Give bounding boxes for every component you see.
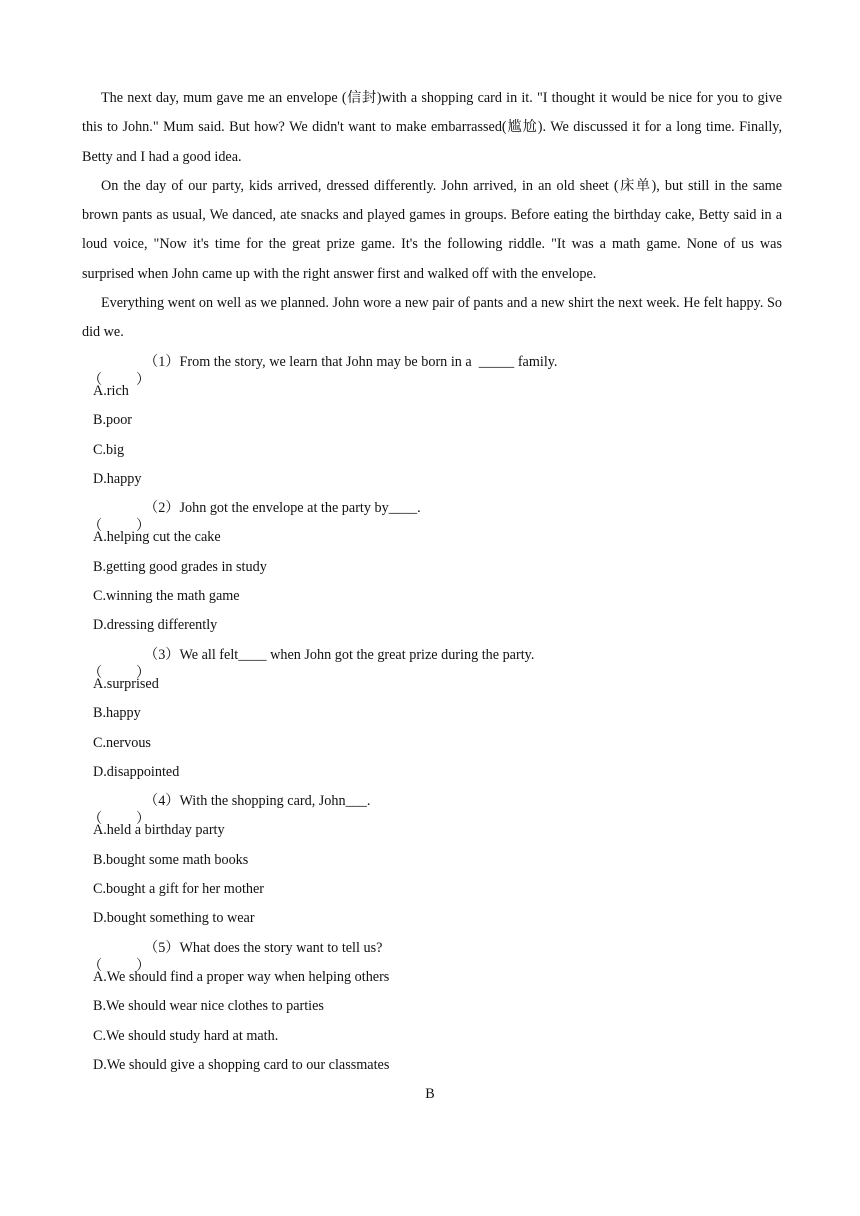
question-block xyxy=(82,934,782,1080)
option-a: A.helping cut the cake xyxy=(93,529,221,546)
option-c: C.big xyxy=(93,441,125,458)
question-line: （ ） （1）From the story, we learn that John may be born in a _____ family. xyxy=(88,353,558,388)
question-text: What does the story want to tell us? xyxy=(179,939,383,956)
passage-paragraph-1: The next day, mum gave me an envelope (信封)with a shopping card in it. "I thought it would be nice for you to give this to John." Mum said. But how? We didn't want to make embarrassed(尴尬). We discussed it for a long time. Finally, Betty and I had a good idea. xyxy=(82,90,782,165)
question-block xyxy=(82,494,782,640)
question-text: With the shopping card, John___. xyxy=(179,793,371,810)
option-b: B.poor xyxy=(93,412,133,429)
question-block xyxy=(82,348,782,494)
document-page xyxy=(82,84,782,1080)
option-a: A.We should find a proper way when helping others xyxy=(93,968,390,985)
option-c: C.bought a gift for her mother xyxy=(93,881,264,898)
option-b: B.happy xyxy=(93,705,141,722)
option-c: C.nervous xyxy=(93,734,151,751)
question-line: （ ） （5）What does the story want to tell us? xyxy=(88,939,383,974)
question-number: （4） xyxy=(144,793,180,810)
question-number: （5） xyxy=(144,939,180,956)
option-c: C.We should study hard at math. xyxy=(93,1027,279,1044)
option-a: A.surprised xyxy=(93,675,159,692)
option-b: B.We should wear nice clothes to parties xyxy=(93,998,324,1015)
option-b: B.bought some math books xyxy=(93,851,249,868)
option-d: D.We should give a shopping card to our classmates xyxy=(93,1056,390,1073)
option-a: A.rich xyxy=(93,382,129,399)
question-line: （ ） （4）With the shopping card, John___. xyxy=(88,793,371,828)
option-d: D.bought something to wear xyxy=(93,910,255,927)
question-text: John got the envelope at the party by____. xyxy=(179,500,421,517)
section-heading: B xyxy=(425,1086,435,1102)
option-b: B.getting good grades in study xyxy=(93,558,267,575)
question-number: （3） xyxy=(144,646,180,663)
question-block xyxy=(82,787,782,933)
question-text: From the story, we learn that John may be born in a _____ family. xyxy=(179,353,558,370)
option-c: C.winning the math game xyxy=(93,588,240,605)
question-block xyxy=(82,641,782,787)
question-line: （ ） （3）We all felt____ when John got the great prize during the party. xyxy=(88,646,535,681)
option-d: D.disappointed xyxy=(93,763,180,780)
question-number: （1） xyxy=(144,353,180,370)
option-d: D.happy xyxy=(93,470,142,487)
passage-paragraph-2: On the day of our party, kids arrived, dressed differently. John arrived, in an old sheet (床单), but still in the same brown pants as usual, We danced, ate snacks and played games in groups. Before eating the birthday cake, Betty said in a loud voice, "Now it's time for the great prize game. It's the following riddle. "It was a math game. None of us was surprised when John came up with the right answer first and walked off with the envelope. xyxy=(82,177,782,282)
question-number: （2） xyxy=(144,500,180,517)
question-line: （ ） （2）John got the envelope at the party by____. xyxy=(88,500,421,535)
passage-paragraph-3: Everything went on well as we planned. John wore a new pair of pants and a new shirt the next week. He felt happy. So did we. xyxy=(82,295,782,341)
option-a: A.held a birthday party xyxy=(93,822,225,839)
question-text: We all felt____ when John got the great prize during the party. xyxy=(179,646,535,663)
option-d: D.dressing differently xyxy=(93,617,218,634)
